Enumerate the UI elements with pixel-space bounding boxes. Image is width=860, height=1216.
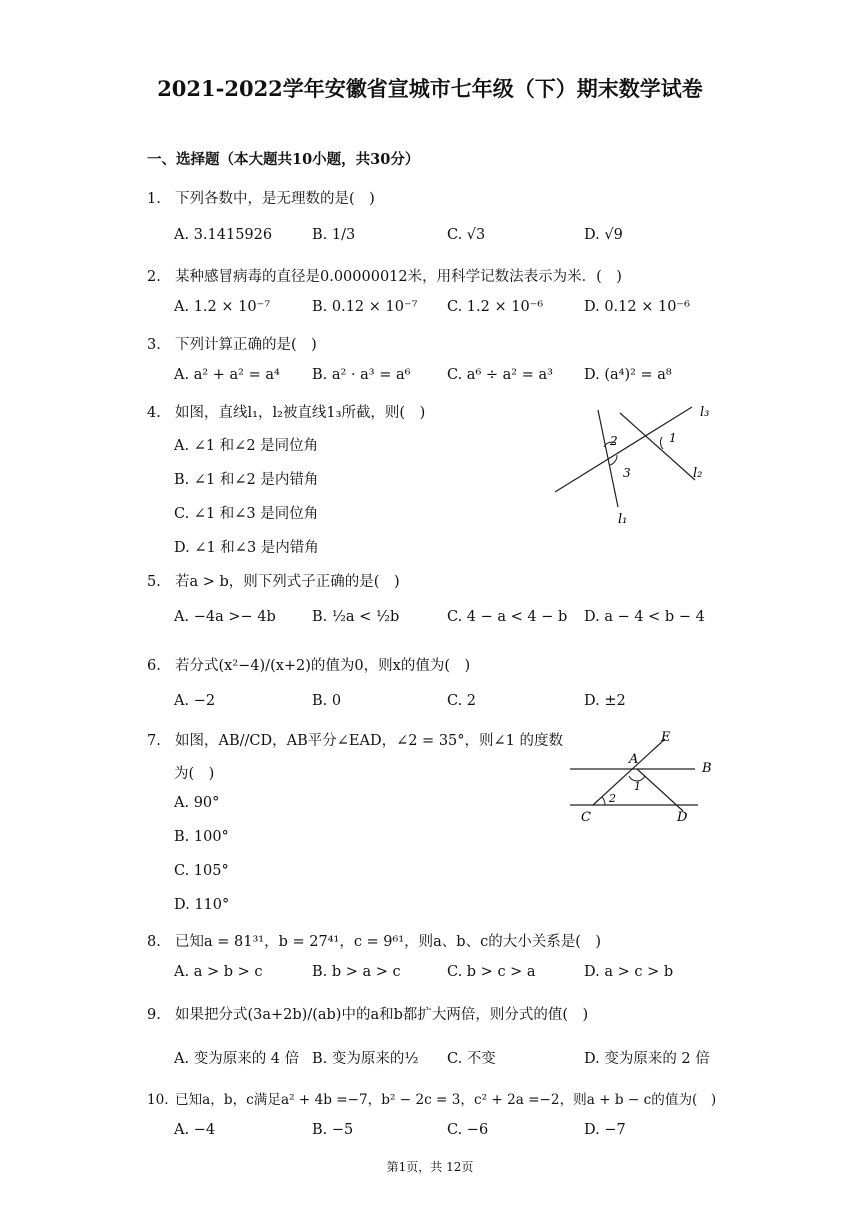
q5-option-a: A. −4a >− 4b <box>174 609 276 625</box>
q8-option-d: D. a > c > b <box>584 964 674 980</box>
question-8: 8. 已知a = 81³¹，b = 27⁴¹，c = 9⁶¹，则a、b、c的大小关系是( ) <box>147 934 602 950</box>
q3-option-a: A. a² + a² = a⁴ <box>174 367 280 383</box>
q2-option-d: D. 0.12 × 10⁻⁶ <box>584 299 690 315</box>
q6-option-d: D. ±2 <box>584 693 626 709</box>
q7-option-c: C. 105° <box>174 863 229 879</box>
figure-7-parallel-lines-diagram <box>565 725 725 825</box>
q10-option-a: A. −4 <box>174 1122 216 1138</box>
question-2: 2. 某种感冒病毒的直径是0.00000012米，用科学记数法表示为米．( ) <box>147 269 622 285</box>
q5-option-d: D. a − 4 < b − 4 <box>584 609 705 625</box>
page-title: 2021-2022学年安徽省宣城市七年级（下）期末数学试卷 <box>157 76 703 101</box>
label-e: E <box>661 730 671 745</box>
question-6: 6. 若分式(x²−4)/(x+2)的值为0，则x的值为( ) <box>147 658 471 674</box>
question-9: 9. 如果把分式(3a+2b)/(ab)中的a和b都扩大两倍，则分式的值( ) <box>147 1007 589 1023</box>
q5-option-b: B. ½a < ½b <box>312 609 400 625</box>
q10-option-b: B. −5 <box>312 1122 354 1138</box>
q2-option-b: B. 0.12 × 10⁻⁷ <box>312 299 418 315</box>
question-7-cont: 为( ) <box>174 766 215 782</box>
q4-option-d: D. ∠1 和∠3 是内错角 <box>174 540 319 556</box>
label-l1: l₁ <box>618 512 628 527</box>
q4-option-b: B. ∠1 和∠2 是内错角 <box>174 472 319 488</box>
q6-option-b: B. 0 <box>312 693 342 709</box>
question-1: 1. 下列各数中，是无理数的是( ) <box>147 191 375 207</box>
q9-option-a: A. 变为原来的 4 倍 <box>174 1051 300 1067</box>
q1-option-c: C. √3 <box>447 227 486 243</box>
question-3: 3. 下列计算正确的是( ) <box>147 337 317 353</box>
page-footer: 第1页，共 12页 <box>386 1160 474 1174</box>
label-angle-1: 1 <box>634 780 641 793</box>
label-angle-3: 3 <box>623 466 631 480</box>
label-angle-1: 1 <box>669 431 677 445</box>
q2-option-a: A. 1.2 × 10⁻⁷ <box>174 299 271 315</box>
label-l2: l₂ <box>693 466 703 481</box>
label-angle-2: 2 <box>609 792 616 805</box>
q7-option-b: B. 100° <box>174 829 229 845</box>
label-b: B <box>702 761 712 776</box>
q4-option-a: A. ∠1 和∠2 是同位角 <box>174 438 319 454</box>
q8-option-c: C. b > c > a <box>447 964 536 980</box>
label-d: D <box>677 810 688 825</box>
q6-option-a: A. −2 <box>174 693 216 709</box>
label-c: C <box>581 810 591 825</box>
q10-option-c: C. −6 <box>447 1122 489 1138</box>
angle-1-arc <box>660 437 663 449</box>
q3-option-d: D. (a⁴)² = a⁸ <box>584 367 672 383</box>
q7-option-d: D. 110° <box>174 897 230 913</box>
angle-3-arc <box>610 455 617 465</box>
q9-option-d: D. 变为原来的 2 倍 <box>584 1051 710 1067</box>
q7-option-a: A. 90° <box>174 795 220 811</box>
question-4: 4. 如图，直线l₁，l₂被直线1₃所截，则( ) <box>147 405 426 421</box>
q6-option-c: C. 2 <box>447 693 477 709</box>
q1-option-b: B. 1/3 <box>312 227 356 243</box>
q4-option-c: C. ∠1 和∠3 是同位角 <box>174 506 319 522</box>
question-10: 10. 已知a，b，c满足a² + 4b =−7，b² − 2c = 3，c² + 2a =−2，则a + b − c的值为( ) <box>147 1092 717 1108</box>
label-angle-2: 2 <box>610 434 618 448</box>
q8-option-a: A. a > b > c <box>174 964 263 980</box>
q9-option-b: B. 变为原来的½ <box>312 1051 419 1067</box>
question-5: 5. 若a > b，则下列式子正确的是( ) <box>147 574 400 590</box>
figure-4-lines-diagram <box>550 395 720 535</box>
question-7: 7. 如图，AB//CD，AB平分∠EAD，∠2 = 35°，则∠1 的度数 <box>147 733 564 749</box>
label-l3: l₃ <box>700 405 710 420</box>
q1-option-d: D. √9 <box>584 227 623 243</box>
line-l1 <box>598 410 618 507</box>
q9-option-c: C. 不变 <box>447 1051 496 1067</box>
q3-option-c: C. a⁶ ÷ a² = a³ <box>447 367 553 383</box>
q5-option-c: C. 4 − a < 4 − b <box>447 609 568 625</box>
angle-2-arc <box>602 797 605 805</box>
label-a: A <box>629 752 639 767</box>
line-ce <box>593 739 665 805</box>
q10-option-d: D. −7 <box>584 1122 626 1138</box>
section-heading: 一、选择题（本大题共10小题，共30分） <box>147 151 420 168</box>
line-l2 <box>620 413 695 480</box>
q1-option-a: A. 3.1415926 <box>174 227 273 243</box>
q3-option-b: B. a² · a³ = a⁶ <box>312 367 411 383</box>
q2-option-c: C. 1.2 × 10⁻⁶ <box>447 299 544 315</box>
q8-option-b: B. b > a > c <box>312 964 401 980</box>
